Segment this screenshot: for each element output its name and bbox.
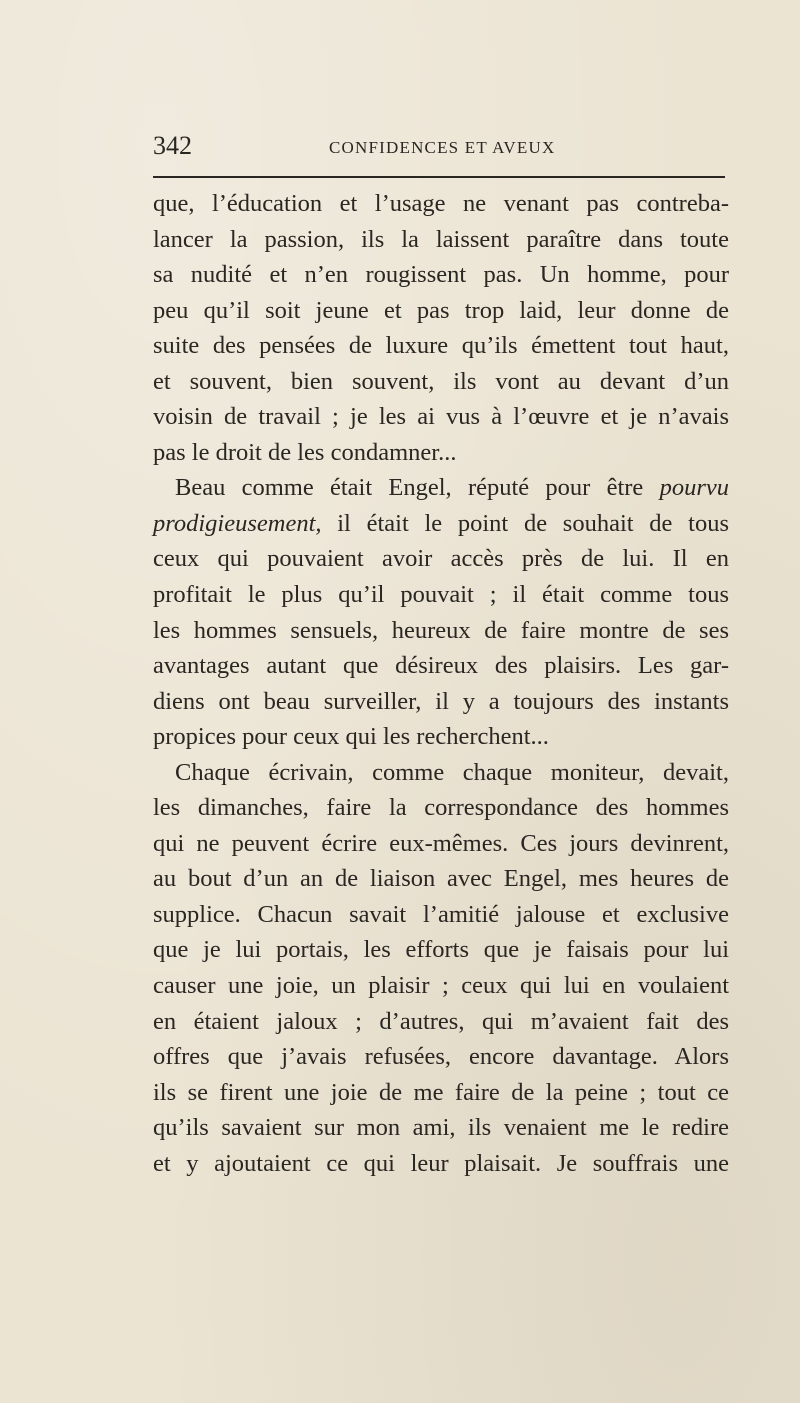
- text-line: [153, 470, 729, 506]
- text-line: [153, 541, 729, 577]
- text-line: [153, 790, 729, 826]
- running-title: CONFIDENCES ET AVEUX: [329, 138, 556, 157]
- text-run: au bout d’un an de liaison avec Engel, mes heures de: [153, 865, 729, 893]
- text-line: [153, 684, 729, 720]
- text-line: [153, 435, 729, 471]
- text-run: peu qu’il soit jeune et pas trop laid, leur donne de: [153, 296, 729, 324]
- text-line: [153, 293, 729, 329]
- text-line: [153, 1039, 729, 1075]
- text-run: ceux qui pouvaient avoir accès près de lui. Il en: [153, 545, 729, 573]
- text-run: et souvent, bien souvent, ils vont au devant d’un: [153, 367, 729, 395]
- text-line: [153, 648, 729, 684]
- text-run: voisin de travail ; je les ai vus à l’œuvre et je n’avais: [153, 403, 729, 431]
- text-run: propices pour ceux qui les recherchent...: [153, 723, 549, 751]
- italic-text: prodigieusement,: [153, 509, 322, 537]
- text-run: diens ont beau surveiller, il y a toujours des instants: [153, 687, 729, 715]
- text-run: qui ne peuvent écrire eux-mêmes. Ces jours devinrent,: [153, 829, 729, 857]
- text-run: qu’ils savaient sur mon ami, ils venaient me le redire: [153, 1114, 729, 1142]
- text-run: causer une joie, un plaisir ; ceux qui lui en voulaient: [153, 972, 729, 1000]
- text-line: [153, 755, 729, 791]
- page-header: [153, 130, 725, 170]
- page-number: 342: [153, 131, 192, 160]
- text-run: avantages autant que désireux des plaisirs. Les gar-: [153, 652, 729, 680]
- text-line: [153, 826, 729, 862]
- text-line: [153, 719, 729, 755]
- italic-text: pourvu: [659, 474, 729, 502]
- text-line: [153, 613, 729, 649]
- text-line: [153, 932, 729, 968]
- text-run: lancer la passion, ils la laissent paraître dans toute: [153, 225, 729, 253]
- text-line: [153, 364, 729, 400]
- text-run: les dimanches, faire la correspondance des hommes: [153, 794, 729, 822]
- text-line: [153, 222, 729, 258]
- text-line: [153, 328, 729, 364]
- text-run: pas le droit de les condamner...: [153, 438, 457, 466]
- text-line: [153, 399, 729, 435]
- text-run: que je lui portais, les efforts que je faisais pour lui: [153, 936, 729, 964]
- text-run: il était le point de souhait de tous: [321, 509, 729, 537]
- text-line: [153, 968, 729, 1004]
- text-line: [153, 577, 729, 613]
- text-run: profitait le plus qu’il pouvait ; il était comme tous: [153, 581, 729, 609]
- text-run: que, l’éducation et l’usage ne venant pas contreba-: [153, 190, 729, 217]
- text-line: [153, 1004, 729, 1040]
- text-line: [153, 861, 729, 897]
- text-run: Beau comme était Engel, réputé pour être: [175, 474, 660, 502]
- text-line: [153, 1110, 729, 1146]
- text-run: suite des pensées de luxure qu’ils émettent tout haut,: [153, 332, 729, 360]
- text-run: offres que j’avais refusées, encore davantage. Alors: [153, 1043, 729, 1071]
- text-run: et y ajoutaient ce qui leur plaisait. Je souffrais une: [153, 1149, 729, 1177]
- text-line: [153, 1146, 729, 1182]
- text-run: ils se firent une joie de me faire de la peine ; tout ce: [153, 1078, 729, 1106]
- text-run: sa nudité et n’en rougissent pas. Un homme, pour: [153, 261, 729, 289]
- text-run: supplice. Chacun savait l’amitié jalouse et exclusive: [153, 900, 729, 928]
- header-rule: [153, 176, 725, 178]
- text-line: [153, 257, 729, 293]
- text-run: les hommes sensuels, heureux de faire montre de ses: [153, 616, 729, 644]
- text-line: [153, 506, 729, 542]
- text-line: [153, 186, 729, 222]
- text-line: [153, 897, 729, 933]
- text-run: en étaient jaloux ; d’autres, qui m’avaient fait des: [153, 1007, 729, 1035]
- text-run: Chaque écrivain, comme chaque moniteur, devait,: [175, 758, 729, 786]
- body-text: [153, 186, 729, 1181]
- text-line: [153, 1075, 729, 1111]
